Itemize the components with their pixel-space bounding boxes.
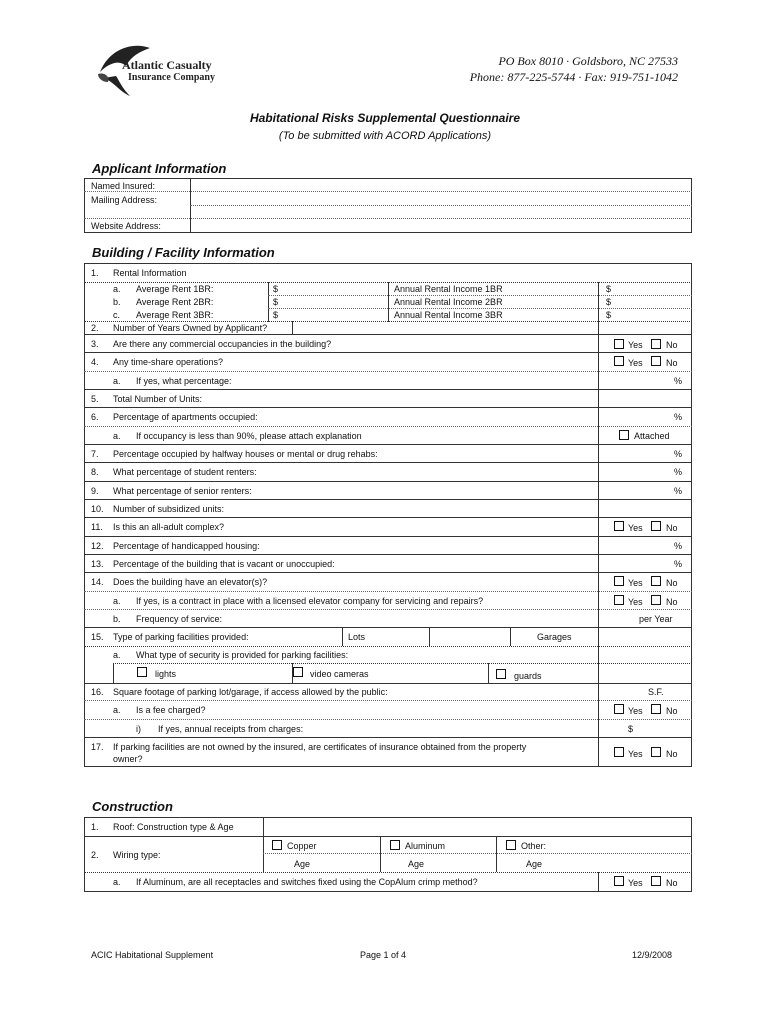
q3-yes-checkbox[interactable] — [614, 339, 624, 349]
rent-1br-dollar[interactable]: $ — [273, 284, 279, 294]
garages-label: Garages — [537, 632, 572, 642]
q8-label: What percentage of student renters: — [113, 467, 257, 477]
company-logo — [90, 42, 230, 102]
q17-label-line2: owner? — [113, 754, 143, 764]
q14-num: 14. — [91, 577, 104, 587]
q12-percent[interactable]: % — [674, 541, 683, 551]
years-owned-field[interactable] — [294, 322, 596, 333]
q14-no-label: No — [666, 578, 678, 588]
page-title: Habitational Risks Supplemental Questionnaire — [249, 111, 521, 125]
q4-yes-label: Yes — [628, 358, 643, 368]
c1-label: Roof: Construction type & Age — [113, 822, 234, 832]
construction-heading: Construction — [92, 799, 173, 814]
copalum-yes-checkbox[interactable] — [614, 876, 624, 886]
copper-age-label[interactable]: Age — [294, 859, 311, 869]
q8-num: 8. — [91, 467, 99, 477]
company-name-line2: Insurance Company — [128, 72, 215, 83]
q11-yes-checkbox[interactable] — [614, 521, 624, 531]
q17-yes-label: Yes — [628, 749, 643, 759]
aluminum-age-label[interactable]: Age — [408, 859, 425, 869]
q4a-label: If yes, what percentage: — [136, 376, 232, 386]
guards-checkbox[interactable] — [496, 669, 506, 679]
lots-field[interactable] — [431, 629, 509, 644]
q1a-label: Average Rent 1BR: — [136, 284, 214, 294]
q6-num: 6. — [91, 412, 99, 422]
video-cameras-label: video cameras — [310, 669, 369, 679]
income-3br-label: Annual Rental Income 3BR — [394, 310, 503, 320]
named-insured-field[interactable] — [192, 180, 690, 190]
q14b-per-year[interactable]: per Year — [639, 614, 673, 624]
q6-label: Percentage of apartments occupied: — [113, 412, 258, 422]
q12-num: 12. — [91, 541, 104, 551]
ca-letter: a. — [113, 877, 121, 887]
q16a-letter: a. — [113, 705, 121, 715]
q4-label: Any time-share operations? — [113, 357, 224, 367]
footer-left: ACIC Habitational Supplement — [91, 950, 214, 960]
copalum-yes-label: Yes — [628, 878, 643, 888]
q9-percent[interactable]: % — [674, 486, 683, 496]
income-3br-dollar[interactable]: $ — [606, 310, 612, 320]
copalum-no-label: No — [666, 878, 678, 888]
page-subtitle: (To be submitted with ACORD Applications) — [278, 130, 492, 142]
q11-yes-label: Yes — [628, 523, 643, 533]
attached-label: Attached — [634, 431, 670, 441]
q7-label: Percentage occupied by halfway houses or mental or drug rehabs: — [113, 449, 378, 459]
q4-num: 4. — [91, 357, 99, 367]
q11-no-label: No — [666, 523, 678, 533]
q16-num: 16. — [91, 687, 104, 697]
other-label: Other: — [521, 841, 547, 851]
q10-label: Number of subsidized units: — [113, 504, 225, 514]
q3-num: 3. — [91, 339, 99, 349]
q15-num: 15. — [91, 632, 104, 642]
attached-checkbox[interactable] — [619, 430, 629, 440]
q3-no-checkbox[interactable] — [651, 339, 661, 349]
q9-label: What percentage of senior renters: — [113, 486, 252, 496]
total-units-field[interactable] — [600, 391, 690, 406]
q3-no-label: No — [666, 340, 678, 350]
q13-percent[interactable]: % — [674, 559, 683, 569]
q4a-letter: a. — [113, 376, 121, 386]
receipts-dollar[interactable]: $ — [628, 724, 634, 734]
lots-label: Lots — [348, 632, 366, 642]
q15a-label: What type of security is provided for parking facilities: — [136, 650, 349, 660]
q6a-label: If occupancy is less than 90%, please attach explanation — [136, 431, 362, 441]
c2-label: Wiring type: — [113, 850, 161, 860]
q14-yes-label: Yes — [628, 578, 643, 588]
income-2br-dollar[interactable]: $ — [606, 297, 612, 307]
subsidized-units-field[interactable] — [600, 501, 690, 515]
q11-num: 11. — [91, 522, 103, 532]
copalum-no-checkbox[interactable] — [651, 876, 661, 886]
q1a-letter: a. — [113, 284, 121, 294]
q14a-yes-checkbox[interactable] — [614, 595, 624, 605]
q5-label: Total Number of Units: — [113, 394, 203, 404]
q16ai-label: If yes, annual receipts from charges: — [158, 724, 304, 734]
q14a-label: If yes, is a contract in place with a licensed elevator company for servicing and repairs? — [136, 596, 484, 606]
lights-checkbox[interactable] — [137, 667, 147, 677]
sf-label[interactable]: S.F. — [648, 687, 664, 697]
footer-date: 12/9/2008 — [632, 950, 673, 960]
c1-num: 1. — [91, 822, 99, 832]
q1c-label: Average Rent 3BR: — [136, 310, 214, 320]
q4-no-checkbox[interactable] — [651, 356, 661, 366]
q1b-letter: b. — [113, 297, 121, 307]
rent-2br-dollar[interactable]: $ — [273, 297, 279, 307]
lights-label: lights — [155, 669, 177, 679]
q14a-yes-label: Yes — [628, 597, 643, 607]
other-age-label[interactable]: Age — [526, 859, 543, 869]
income-1br-dollar[interactable]: $ — [606, 284, 612, 294]
q3-label: Are there any commercial occupancies in the building? — [113, 339, 332, 349]
company-phone-fax: Phone: 877-225-5744 · Fax: 919-751-1042 — [469, 70, 678, 84]
q17-yes-checkbox[interactable] — [614, 747, 624, 757]
q16-label: Square footage of parking lot/garage, if access allowed by the public: — [113, 687, 388, 697]
guards-label: guards — [514, 671, 542, 681]
q14a-no-label: No — [666, 597, 678, 607]
mailing-address-label: Mailing Address: — [91, 195, 158, 205]
q16ai-roman: i) — [136, 724, 141, 734]
q4-yes-checkbox[interactable] — [614, 356, 624, 366]
website-label: Website Address: — [91, 221, 161, 231]
q6-percent[interactable]: % — [674, 412, 683, 422]
copper-label: Copper — [287, 841, 317, 851]
q16a-yes-label: Yes — [628, 706, 643, 716]
q14b-letter: b. — [113, 614, 121, 624]
aluminum-checkbox[interactable] — [390, 840, 400, 850]
q16a-label: Is a fee charged? — [136, 705, 206, 715]
ca-label: If Aluminum, are all receptacles and switches fixed using the CopAlum crimp method? — [136, 877, 478, 887]
q14-yes-checkbox[interactable] — [614, 576, 624, 586]
q17-no-label: No — [666, 749, 678, 759]
company-name-line1: Atlantic Casualty — [122, 58, 212, 72]
q10-num: 10. — [91, 504, 104, 514]
q1b-label: Average Rent 2BR: — [136, 297, 214, 307]
q1c-letter: c. — [113, 310, 121, 320]
named-insured-label: Named Insured: — [91, 181, 156, 191]
q7-num: 7. — [91, 449, 99, 459]
q2-label: Number of Years Owned by Applicant? — [113, 323, 268, 333]
q8-percent[interactable]: % — [674, 467, 683, 477]
q16a-no-label: No — [666, 706, 678, 716]
q14a-no-checkbox[interactable] — [651, 595, 661, 605]
q14a-letter: a. — [113, 596, 121, 606]
q4-no-label: No — [666, 358, 678, 368]
q15-label: Type of parking facilities provided: — [113, 632, 249, 642]
roof-construction-field[interactable] — [265, 819, 689, 834]
q14-no-checkbox[interactable] — [651, 576, 661, 586]
video-cameras-checkbox[interactable] — [293, 667, 303, 677]
q17-num: 17. — [91, 742, 104, 752]
rent-3br-dollar[interactable]: $ — [273, 310, 279, 320]
q12-label: Percentage of handicapped housing: — [113, 541, 260, 551]
q16a-no-checkbox[interactable] — [651, 704, 661, 714]
company-address: PO Box 8010 · Goldsboro, NC 27533 — [498, 54, 678, 68]
q9-num: 9. — [91, 486, 99, 496]
c2-num: 2. — [91, 850, 99, 860]
income-2br-label: Annual Rental Income 2BR — [394, 297, 503, 307]
aluminum-label: Aluminum — [405, 841, 446, 851]
website-field[interactable] — [192, 220, 690, 231]
copper-checkbox[interactable] — [272, 840, 282, 850]
footer-page-number: Page 1 of 4 — [360, 950, 407, 960]
q17-label-line1: If parking facilities are not owned by the insured, are certificates of insurance obtained from the property — [113, 742, 527, 752]
q5-num: 5. — [91, 394, 99, 404]
q17-no-checkbox[interactable] — [651, 747, 661, 757]
garages-field[interactable] — [600, 629, 690, 644]
q13-label: Percentage of the building that is vacant or unoccupied: — [113, 559, 335, 569]
q7-percent[interactable]: % — [674, 449, 683, 459]
q1-label: Rental Information — [113, 268, 187, 278]
q11-no-checkbox[interactable] — [651, 521, 661, 531]
mailing-address-field[interactable] — [192, 193, 690, 217]
q3-yes-label: Yes — [628, 340, 643, 350]
applicant-heading: Applicant Information — [92, 161, 227, 176]
q14b-label: Frequency of service: — [136, 614, 223, 624]
q11-label: Is this an all-adult complex? — [113, 522, 225, 532]
q14-label: Does the building have an elevator(s)? — [113, 577, 268, 587]
q13-num: 13. — [91, 559, 104, 569]
q15a-letter: a. — [113, 650, 121, 660]
q2-num: 2. — [91, 323, 99, 333]
building-heading: Building / Facility Information — [92, 245, 275, 260]
q16a-yes-checkbox[interactable] — [614, 704, 624, 714]
other-checkbox[interactable] — [506, 840, 516, 850]
income-1br-label: Annual Rental Income 1BR — [394, 284, 503, 294]
q6a-letter: a. — [113, 431, 121, 441]
q1-num: 1. — [91, 268, 99, 278]
q4a-percent[interactable]: % — [674, 376, 683, 386]
